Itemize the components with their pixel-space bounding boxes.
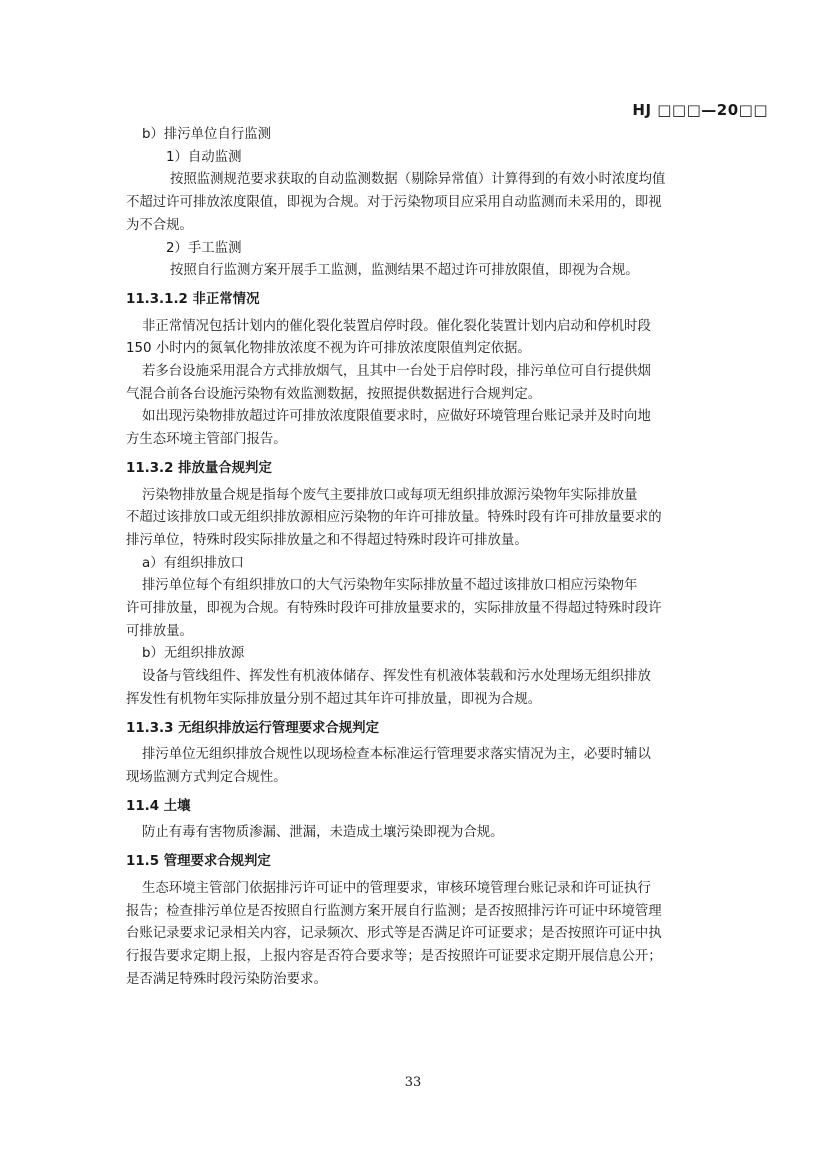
text-line: 11.5 管理要求合规判定: [126, 854, 271, 870]
text-line: 排污单位，特殊时段实际排放量之和不得超过特殊时段许可排放量。: [126, 532, 528, 548]
paragraph: [126, 316, 704, 361]
text-line: 许可排放量，即视为合规。有特殊时段许可排放量要求的，实际排放量不得超过特殊时段许: [126, 601, 662, 617]
sub-item-heading: [126, 147, 704, 170]
text-line: 1）自动监测: [166, 149, 242, 165]
section-heading: [126, 851, 704, 874]
text-line: 现场监测方式判定合规性。: [126, 769, 287, 785]
text-line: 挥发性有机物年实际排放量分别不超过其年许可排放量，即视为合规。: [126, 691, 542, 707]
text-line: 若多台设施采用混合方式排放烟气，且其中一台处于启停时段，排污单位可自行提供烟: [142, 364, 651, 380]
text-line: 设备与管线组件、挥发性有机液体储存、挥发性有机液体装载和污水处理场无组织排放: [142, 669, 651, 685]
section-heading: [126, 458, 704, 481]
text-line: 行报告要求定期上报，上报内容是否符合要求等；是否按照许可证要求定期开展信息公开；: [126, 948, 662, 964]
text-line: 为不合规。: [126, 217, 193, 233]
section-heading: [126, 718, 704, 741]
list-item-heading: [126, 124, 704, 147]
section-heading: [126, 289, 704, 312]
text-line: b）排污单位自行监测: [142, 127, 272, 142]
paragraph: [126, 575, 704, 643]
text-line: b）无组织排放源: [142, 646, 245, 662]
list-item-heading: [126, 553, 704, 576]
paragraph: [126, 744, 704, 789]
document-body: [126, 124, 704, 991]
paragraph: [126, 485, 704, 553]
text-line: 污染物排放量合规是指每个废气主要排放口或每项无组织排放源污染物年实际排放量: [142, 487, 638, 503]
paragraph: [126, 361, 704, 406]
text-line: 2）手工监测: [166, 240, 242, 256]
paragraph: [126, 878, 704, 992]
page-number: 33: [404, 1075, 422, 1090]
text-line: 150 小时内的氮氧化物排放浓度不视为许可排放浓度限值判定依据。: [126, 341, 531, 357]
text-line: a）有组织排放口: [142, 555, 244, 571]
text-line: 方生态环境主管部门报告。: [126, 432, 287, 448]
text-line: 不超过许可排放浓度限值，即视为合规。对于污染物项目应采用自动监测而未采用的，即视: [126, 195, 662, 211]
text-line: 防止有毒有害物质渗漏、泄漏，未造成土壤污染即视为合规。: [142, 825, 504, 841]
text-line: 台账记录要求记录相关内容，记录频次、形式等是否满足许可证要求；是否按照许可证中执: [126, 926, 662, 942]
text-line: 11.3.1.2 非正常情况: [126, 291, 260, 307]
paragraph: [126, 169, 704, 237]
list-item-heading: [126, 643, 704, 666]
text-line: 非正常情况包括计划内的催化裂化装置启停时段。催化裂化装置计划内启动和停机时段: [142, 318, 651, 334]
text-line: 气混合前各台设施污染物有效监测数据，按照提供数据进行合规判定。: [126, 386, 542, 402]
standard-code-header: HJ □□□—20□□: [632, 101, 768, 119]
paragraph: [126, 260, 704, 283]
text-line: 11.3.2 排放量合规判定: [126, 460, 272, 476]
text-line: 11.4 土壤: [126, 798, 191, 814]
text-line: 报告；检查排污单位是否按照自行监测方案开展自行监测；是否按照排污许可证中环境管理: [126, 903, 662, 919]
text-line: 按照自行监测方案开展手工监测，监测结果不超过许可排放限值，即视为合规。: [170, 263, 639, 279]
text-line: 是否满足特殊时段污染防治要求。: [126, 971, 327, 987]
sub-item-heading: [126, 238, 704, 261]
text-line: 可排放量。: [126, 623, 193, 639]
text-line: 按照监测规范要求获取的自动监测数据（剔除异常值）计算得到的有效小时浓度均值: [170, 172, 666, 188]
text-line: 排污单位每个有组织排放口的大气污染物年实际排放量不超过该排放口相应污染物年: [142, 578, 638, 594]
text-line: 11.3.3 无组织排放运行管理要求合规判定: [126, 720, 379, 736]
section-heading: [126, 796, 704, 819]
paragraph: [126, 666, 704, 711]
text-line: 不超过该排放口或无组织排放源相应污染物的年许可排放量。特殊时段有许可排放量要求的: [126, 510, 662, 526]
text-line: 生态环境主管部门依据排污许可证中的管理要求，审核环境管理台账记录和许可证执行: [142, 880, 651, 896]
text-line: 如出现污染物排放超过许可排放浓度限值要求时，应做好环境管理台账记录并及时向地: [142, 409, 651, 425]
text-line: 排污单位无组织排放合规性以现场检查本标准运行管理要求落实情况为主，必要时辅以: [142, 747, 651, 763]
paragraph: [126, 822, 704, 845]
paragraph: [126, 406, 704, 451]
